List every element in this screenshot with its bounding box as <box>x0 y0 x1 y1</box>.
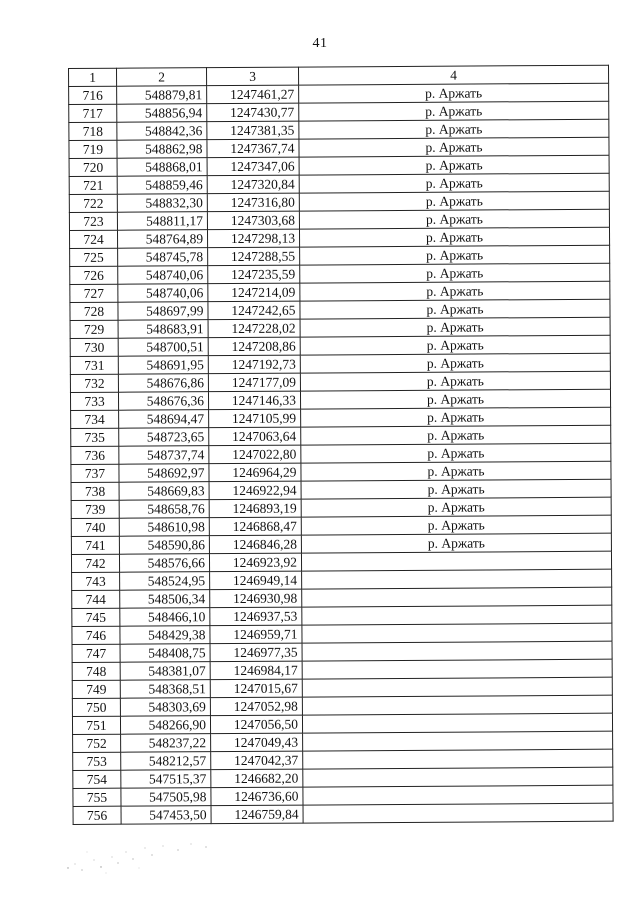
x-coordinate-cell: 548303,69 <box>120 698 210 717</box>
point-number-cell: 737 <box>71 464 119 482</box>
y-coordinate-cell: 1247056,50 <box>210 715 302 734</box>
point-number-cell: 746 <box>72 626 120 644</box>
y-coordinate-cell: 1246959,71 <box>210 625 302 644</box>
point-number-cell: 749 <box>72 680 120 698</box>
y-coordinate-cell: 1246977,35 <box>210 643 302 662</box>
description-cell: р. Аржать <box>299 155 609 175</box>
x-coordinate-cell: 548859,46 <box>117 176 207 195</box>
description-cell: р. Аржать <box>300 317 610 337</box>
point-number-cell: 748 <box>72 662 120 680</box>
y-coordinate-cell: 1247022,80 <box>209 445 301 464</box>
y-coordinate-cell: 1246937,53 <box>210 607 302 626</box>
description-cell <box>302 677 612 697</box>
y-coordinate-cell: 1247042,37 <box>211 751 303 770</box>
x-coordinate-cell: 548266,90 <box>120 716 210 735</box>
point-number-cell: 743 <box>72 572 120 590</box>
description-cell <box>303 767 613 787</box>
column-header-description: 4 <box>298 65 608 85</box>
y-coordinate-cell: 1247381,35 <box>207 121 299 140</box>
x-coordinate-cell: 548576,66 <box>119 554 209 573</box>
point-number-cell: 723 <box>69 212 117 230</box>
point-number-cell: 752 <box>73 734 121 752</box>
description-cell: р. Аржать <box>301 479 611 499</box>
x-coordinate-cell: 548842,36 <box>117 122 207 141</box>
point-number-cell: 732 <box>70 374 118 392</box>
description-cell: р. Аржать <box>300 299 610 319</box>
description-cell <box>302 695 612 715</box>
x-coordinate-cell: 548610,98 <box>119 518 209 537</box>
y-coordinate-cell: 1247430,77 <box>207 103 299 122</box>
scan-noise <box>60 838 230 878</box>
point-number-cell: 751 <box>72 716 120 734</box>
description-cell: р. Аржать <box>301 497 611 517</box>
description-cell <box>303 731 613 751</box>
description-cell: р. Аржать <box>299 101 609 121</box>
x-coordinate-cell: 548669,83 <box>119 482 209 501</box>
description-cell: р. Аржать <box>300 263 610 283</box>
column-header-point: 1 <box>69 68 117 86</box>
x-coordinate-cell: 548691,95 <box>118 356 208 375</box>
point-number-cell: 736 <box>71 446 119 464</box>
y-coordinate-cell: 1246682,20 <box>211 769 303 788</box>
x-coordinate-cell: 548856,94 <box>117 104 207 123</box>
y-coordinate-cell: 1247049,43 <box>211 733 303 752</box>
y-coordinate-cell: 1246984,17 <box>210 661 302 680</box>
x-coordinate-cell: 548408,75 <box>120 644 210 663</box>
y-coordinate-cell: 1247298,13 <box>207 229 299 248</box>
description-cell <box>302 641 612 661</box>
point-number-cell: 729 <box>70 320 118 338</box>
y-coordinate-cell: 1246930,98 <box>210 589 302 608</box>
description-cell <box>303 803 613 823</box>
y-coordinate-cell: 1247146,33 <box>208 391 300 410</box>
x-coordinate-cell: 548740,06 <box>118 266 208 285</box>
point-number-cell: 745 <box>72 608 120 626</box>
description-cell: р. Аржать <box>300 281 610 301</box>
y-coordinate-cell: 1247316,80 <box>207 193 299 212</box>
point-number-cell: 744 <box>72 590 120 608</box>
point-number-cell: 747 <box>72 644 120 662</box>
y-coordinate-cell: 1247242,65 <box>208 301 300 320</box>
x-coordinate-cell: 548764,89 <box>117 230 207 249</box>
y-coordinate-cell: 1247347,06 <box>207 157 299 176</box>
description-cell: р. Аржать <box>300 245 610 265</box>
x-coordinate-cell: 548368,51 <box>120 680 210 699</box>
y-coordinate-cell: 1247208,86 <box>208 337 300 356</box>
x-coordinate-cell: 548700,51 <box>118 338 208 357</box>
point-number-cell: 739 <box>71 500 119 518</box>
x-coordinate-cell: 548466,10 <box>120 608 210 627</box>
x-coordinate-cell: 548676,36 <box>118 392 208 411</box>
x-coordinate-cell: 548212,57 <box>121 752 211 771</box>
point-number-cell: 733 <box>70 392 118 410</box>
y-coordinate-cell: 1247052,98 <box>210 697 302 716</box>
y-coordinate-cell: 1246846,28 <box>209 535 301 554</box>
y-coordinate-cell: 1247105,99 <box>209 409 301 428</box>
y-coordinate-cell: 1247235,59 <box>208 265 300 284</box>
column-header-x: 2 <box>117 68 207 87</box>
y-coordinate-cell: 1246868,47 <box>209 517 301 536</box>
x-coordinate-cell: 547505,98 <box>121 788 211 807</box>
x-coordinate-cell: 548683,91 <box>118 320 208 339</box>
x-coordinate-cell: 548862,98 <box>117 140 207 159</box>
x-coordinate-cell: 548694,47 <box>119 410 209 429</box>
y-coordinate-cell: 1246893,19 <box>209 499 301 518</box>
y-coordinate-cell: 1247192,73 <box>208 355 300 374</box>
description-cell: р. Аржать <box>301 425 611 445</box>
description-cell <box>302 605 612 625</box>
y-coordinate-cell: 1246949,14 <box>210 571 302 590</box>
description-cell: р. Аржать <box>299 119 609 139</box>
x-coordinate-cell: 548740,06 <box>118 284 208 303</box>
x-coordinate-cell: 548676,86 <box>118 374 208 393</box>
point-number-cell: 719 <box>69 140 117 158</box>
point-number-cell: 725 <box>70 248 118 266</box>
table-body <box>69 83 613 824</box>
description-cell: р. Аржать <box>301 515 611 535</box>
point-number-cell: 734 <box>71 410 119 428</box>
y-coordinate-cell: 1247015,67 <box>210 679 302 698</box>
point-number-cell: 741 <box>71 536 119 554</box>
y-coordinate-cell: 1247228,02 <box>208 319 300 338</box>
point-number-cell: 750 <box>72 698 120 716</box>
coordinates-table <box>68 65 614 825</box>
x-coordinate-cell: 548524,95 <box>120 572 210 591</box>
y-coordinate-cell: 1246736,60 <box>211 787 303 806</box>
point-number-cell: 731 <box>70 356 118 374</box>
point-number-cell: 735 <box>71 428 119 446</box>
y-coordinate-cell: 1247288,55 <box>208 247 300 266</box>
description-cell: р. Аржать <box>300 353 610 373</box>
x-coordinate-cell: 548811,17 <box>117 212 207 231</box>
x-coordinate-cell: 548381,07 <box>120 662 210 681</box>
y-coordinate-cell: 1247177,09 <box>208 373 300 392</box>
point-number-cell: 738 <box>71 482 119 500</box>
x-coordinate-cell: 548868,01 <box>117 158 207 177</box>
description-cell <box>302 587 612 607</box>
point-number-cell: 742 <box>71 554 119 572</box>
point-number-cell: 755 <box>73 788 121 806</box>
description-cell: р. Аржать <box>299 137 609 157</box>
description-cell: р. Аржать <box>299 191 609 211</box>
y-coordinate-cell: 1246964,29 <box>209 463 301 482</box>
x-coordinate-cell: 547453,50 <box>121 806 211 825</box>
point-number-cell: 754 <box>73 770 121 788</box>
description-cell: р. Аржать <box>299 83 609 103</box>
x-coordinate-cell: 548737,74 <box>119 446 209 465</box>
description-cell <box>303 785 613 805</box>
x-coordinate-cell: 548658,76 <box>119 500 209 519</box>
point-number-cell: 720 <box>69 158 117 176</box>
x-coordinate-cell: 548832,30 <box>117 194 207 213</box>
x-coordinate-cell: 548429,38 <box>120 626 210 645</box>
point-number-cell: 740 <box>71 518 119 536</box>
description-cell: р. Аржать <box>299 209 609 229</box>
y-coordinate-cell: 1247214,09 <box>208 283 300 302</box>
point-number-cell: 753 <box>73 752 121 770</box>
point-number-cell: 728 <box>70 302 118 320</box>
description-cell <box>301 551 611 571</box>
description-cell: р. Аржать <box>300 371 610 391</box>
y-coordinate-cell: 1247063,64 <box>209 427 301 446</box>
page-number: 41 <box>312 36 328 51</box>
point-number-cell: 716 <box>69 86 117 104</box>
y-coordinate-cell: 1247320,84 <box>207 175 299 194</box>
y-coordinate-cell: 1247461,27 <box>207 85 299 104</box>
description-cell: р. Аржать <box>299 173 609 193</box>
point-number-cell: 726 <box>70 266 118 284</box>
point-number-cell: 717 <box>69 104 117 122</box>
point-number-cell: 721 <box>69 176 117 194</box>
point-number-cell: 730 <box>70 338 118 356</box>
table-row <box>73 803 613 824</box>
point-number-cell: 756 <box>73 806 121 824</box>
y-coordinate-cell: 1247367,74 <box>207 139 299 158</box>
x-coordinate-cell: 547515,37 <box>121 770 211 789</box>
x-coordinate-cell: 548723,65 <box>119 428 209 447</box>
x-coordinate-cell: 548745,78 <box>118 248 208 267</box>
point-number-cell: 727 <box>70 284 118 302</box>
x-coordinate-cell: 548697,99 <box>118 302 208 321</box>
description-cell <box>302 623 612 643</box>
description-cell: р. Аржать <box>301 461 611 481</box>
description-cell: р. Аржать <box>300 389 610 409</box>
point-number-cell: 724 <box>69 230 117 248</box>
description-cell <box>302 659 612 679</box>
y-coordinate-cell: 1246922,94 <box>209 481 301 500</box>
x-coordinate-cell: 548590,86 <box>119 536 209 555</box>
y-coordinate-cell: 1246923,92 <box>209 553 301 572</box>
y-coordinate-cell: 1246759,84 <box>211 805 303 824</box>
description-cell: р. Аржать <box>301 443 611 463</box>
x-coordinate-cell: 548506,34 <box>120 590 210 609</box>
description-cell <box>302 713 612 733</box>
point-number-cell: 722 <box>69 194 117 212</box>
x-coordinate-cell: 548879,81 <box>117 86 207 105</box>
description-cell <box>303 749 613 769</box>
x-coordinate-cell: 548692,97 <box>119 464 209 483</box>
point-number-cell: 718 <box>69 122 117 140</box>
column-header-y: 3 <box>207 67 299 86</box>
description-cell: р. Аржать <box>301 407 611 427</box>
description-cell: р. Аржать <box>300 335 610 355</box>
description-cell: р. Аржать <box>301 533 611 553</box>
description-cell <box>302 569 612 589</box>
y-coordinate-cell: 1247303,68 <box>207 211 299 230</box>
description-cell: р. Аржать <box>299 227 609 247</box>
x-coordinate-cell: 548237,22 <box>121 734 211 753</box>
